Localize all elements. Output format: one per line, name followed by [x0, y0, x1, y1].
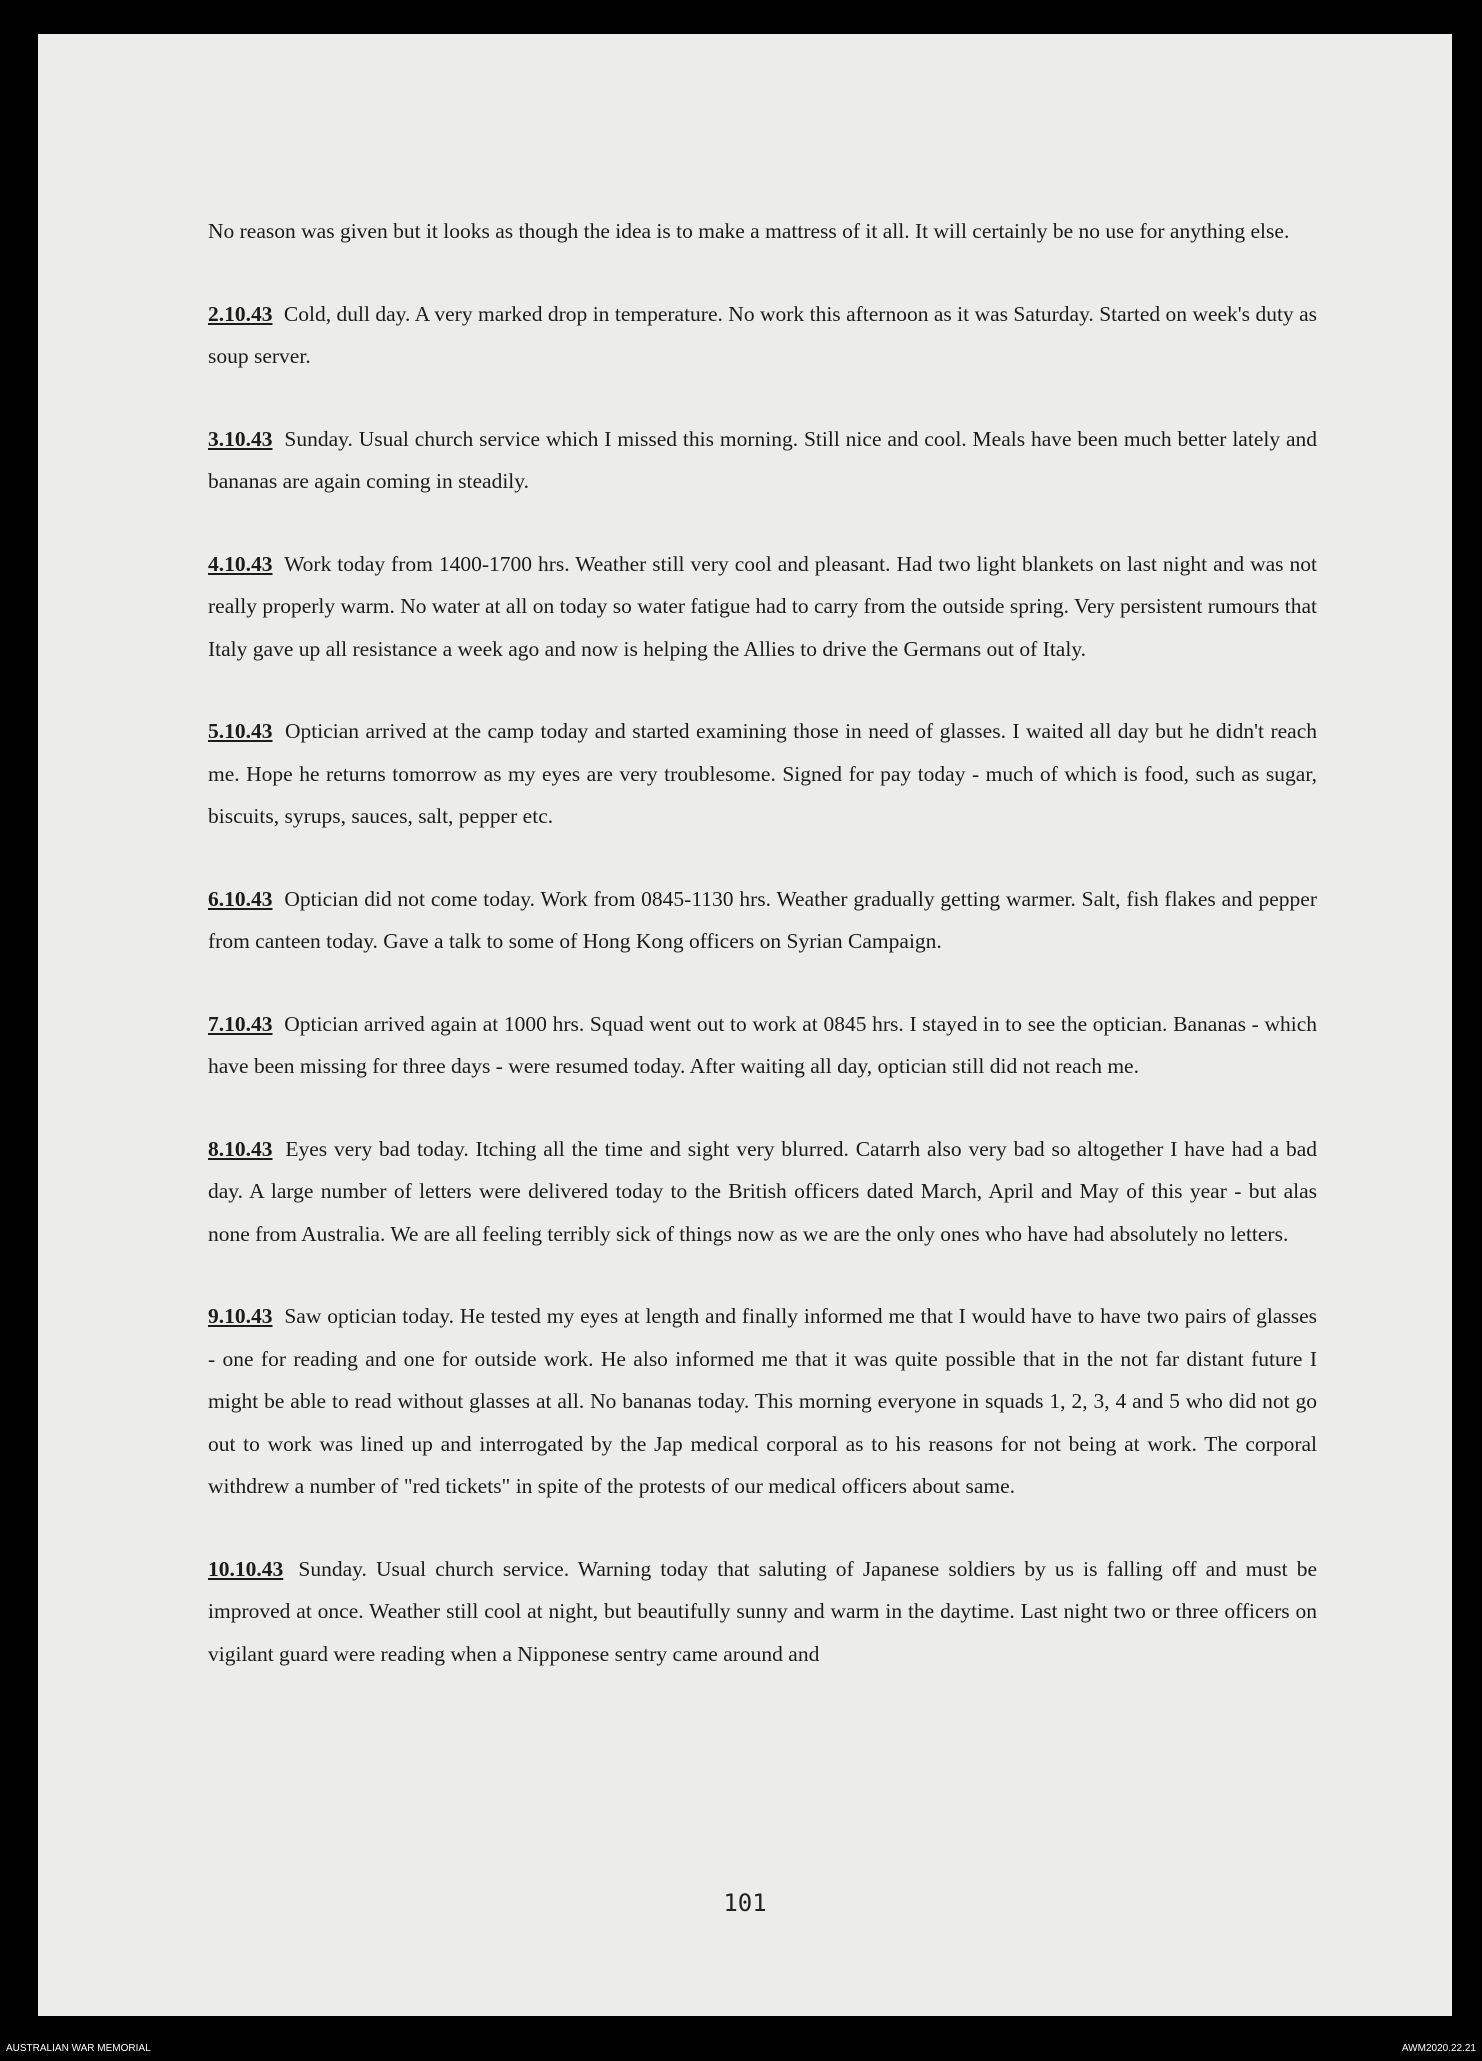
entry-text: Optician arrived again at 1000 hrs. Squad went out to work at 0845 hrs. I stayed in to see the optician. Bananas - which have been missing for three days - were resumed today. After waiting all day, optician still did not reach me.: [208, 1011, 1317, 1078]
entry-text: Saw optician today. He tested my eyes at length and finally informed me that I would have to have two pairs of glasses - one for reading and one for outside work. He also informed me that it was quite possible that in the not far distant future I might be able to read without glasses at all. No bananas today. This morning everyone in squads 1, 2, 3, 4 and 5 who did not go out to work was lined up and interrogated by the Jap medical corporal as to his reasons for not being at work. The corporal withdrew a number of "red tickets" in spite of the protests of our medical officers about same.: [208, 1304, 1318, 1498]
diary-text: [208, 210, 1317, 1715]
entry-text: Work today from 1400-1700 hrs. Weather still very cool and pleasant. Had two light blankets on last night and was not really properly warm. No water at all on today so water fatigue had to carry from the outside spring. Very persistent rumours that Italy gave up all resistance a week ago and now is helping the Allies to drive the Germans out of Italy.: [208, 551, 1317, 661]
entry-text: Eyes very bad today. Itching all the time and sight very blurred. Catarrh also very bad so altogether I have had a bad day. A large number of letters were delivered today to the British officers dated March, April and May of this year - but alas none from Australia. We are all feeling terribly sick of things now as we are the only ones who have had absolutely no letters.: [208, 1136, 1318, 1246]
diary-entry: [208, 1003, 1317, 1088]
entry-text: Sunday. Usual church service which I missed this morning. Still nice and cool. Meals have been much better lately and bananas are again coming in steadily.: [208, 426, 1318, 493]
diary-entry: [208, 710, 1317, 838]
entry-text: Optician arrived at the camp today and started examining those in need of glasses. I waited all day but he didn't reach me. Hope he returns tomorrow as my eyes are very troublesome. Signed for pay today - much of which is food, such as sugar, biscuits, syrups, sauces, salt, pepper etc.: [208, 719, 1318, 828]
footer-institution: AUSTRALIAN WAR MEMORIAL: [6, 2043, 151, 2054]
document-page: [38, 34, 1452, 2016]
entry-date: 5.10.43: [208, 719, 273, 743]
entry-date: 7.10.43: [208, 1011, 273, 1036]
diary-entry: [208, 418, 1317, 503]
entry-date: 2.10.43: [208, 301, 273, 326]
entry-date: 10.10.43: [208, 1556, 284, 1581]
diary-entry: [208, 1128, 1317, 1256]
entry-date: 9.10.43: [208, 1304, 273, 1328]
diary-entry: [208, 1295, 1317, 1508]
diary-entry: [208, 293, 1317, 378]
diary-entry: [208, 543, 1317, 671]
entry-text: Optician did not come today. Work from 0845-1130 hrs. Weather gradually getting warmer. Salt, fish flakes and pepper from canteen today. Gave a talk to some of Hong Kong officers on Syrian Campaign.: [208, 886, 1317, 953]
diary-entry: [208, 878, 1317, 963]
diary-entry: [208, 1548, 1317, 1676]
continuation-paragraph: No reason was given but it looks as though the idea is to make a mattress of it all. It will certainly be no use for anything else.: [208, 219, 1290, 243]
entry-date: 3.10.43: [208, 426, 273, 451]
entry-text: Sunday. Usual church service. Warning today that saluting of Japanese soldiers by us is falling off and must be improved at once. Weather still cool at night, but beautifully sunny and warm in the daytime. Last night two or three officers on vigilant guard were reading when a Nipponese sentry came around and: [208, 1556, 1317, 1666]
entry-date: 6.10.43: [208, 886, 273, 911]
entry-text: Cold, dull day. A very marked drop in temperature. No work this afternoon as it was Saturday. Started on week's duty as soup server.: [208, 301, 1318, 368]
entry-date: 8.10.43: [208, 1136, 273, 1161]
footer-reference: AWM2020.22.21: [1401, 2043, 1476, 2054]
page-number: 101: [723, 1889, 767, 1917]
entry-date: 4.10.43: [208, 551, 273, 576]
